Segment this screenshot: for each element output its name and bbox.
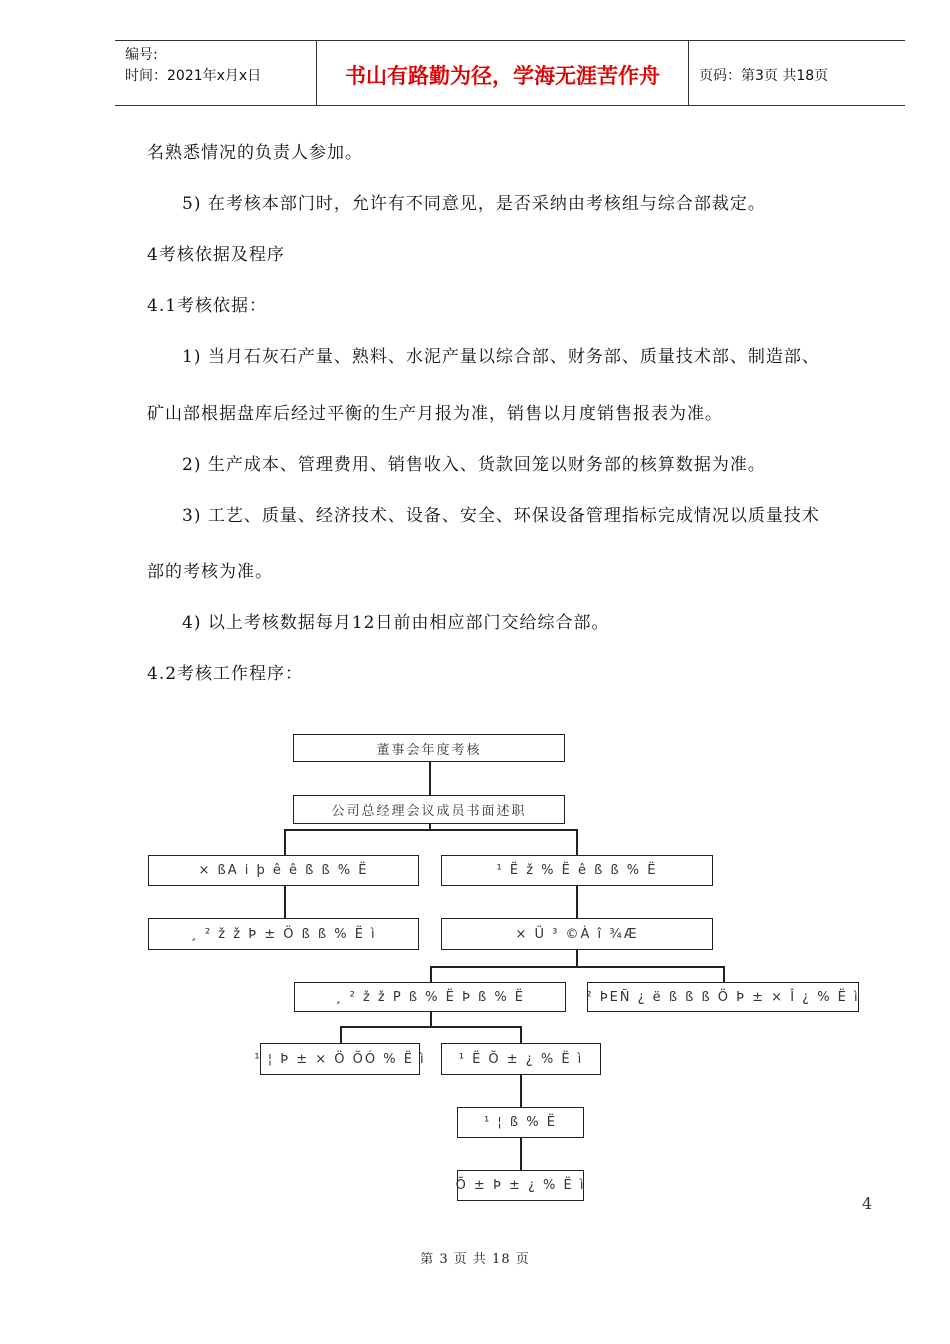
flow-box: Õ ± Þ ± ¿ % Ë ì	[457, 1170, 584, 1201]
header-motto: 书山有路勤为径，学海无涯苦作舟	[317, 41, 689, 105]
flow-box: ¸ ² ž ž P ß % Ë Þ ß % Ë	[294, 982, 566, 1012]
connector-line	[576, 885, 578, 919]
connector-line	[284, 829, 577, 831]
connector-line	[284, 885, 286, 919]
connector-line	[576, 829, 578, 856]
subsection-heading: 4.2考核工作程序：	[147, 664, 304, 684]
flow-box: ² ÞEÑ ¿ ë ß ß ß Ö Þ ± × Î ¿ % Ë ì	[587, 982, 859, 1012]
connector-line	[429, 823, 431, 830]
paragraph: 1) 当月石灰石产量、熟料、水泥产量以综合部、财务部、质量技术部、制造部、	[182, 347, 820, 367]
paragraph: 矿山部根据盘库后经过平衡的生产月报为准，销售以月度销售报表为准。	[147, 404, 723, 424]
connector-line	[520, 1074, 522, 1108]
code-label: 编号:	[125, 47, 158, 63]
paragraph: 4) 以上考核数据每月12日前由相应部门交给综合部。	[182, 613, 610, 633]
flow-box: ¹ Ë Õ ± ¿ % Ë ì	[441, 1043, 601, 1075]
header-meta	[115, 41, 317, 105]
page-footer: 第 3 页 共 18 页	[420, 1252, 530, 1267]
connector-line	[723, 966, 725, 983]
flow-box-gm-report: 公司总经理会议成员书面述职	[293, 795, 565, 824]
connector-line	[576, 949, 578, 966]
section-heading: 4考核依据及程序	[147, 245, 285, 265]
paragraph: 5) 在考核本部门时，允许有不同意见，是否采纳由考核组与综合部裁定。	[182, 194, 766, 214]
connector-line	[520, 1137, 522, 1171]
connector-line	[429, 761, 431, 796]
flow-box: × ßA i þ ê ê ß ß % Ë	[148, 855, 419, 886]
connector-line	[430, 1011, 432, 1027]
paragraph: 名熟悉情况的负责人参加。	[147, 143, 363, 163]
flow-box: × Ü ³ ©À î ¾Æ	[441, 918, 713, 950]
connector-line	[340, 1026, 342, 1044]
flow-box: ¹ ¦ ß % Ë	[457, 1107, 584, 1138]
paragraph: 部的考核为准。	[147, 562, 273, 582]
flow-box: ¸ ² ž ž Þ ± Ö ß ß % Ë ì	[148, 918, 419, 950]
connector-line	[430, 966, 432, 983]
time-label: 时间：2021年x月x日	[125, 68, 262, 84]
connector-line	[284, 829, 286, 856]
flow-box: ¹ Ë ž % Ë ê ß ß % Ë	[441, 855, 713, 886]
connector-line	[430, 966, 724, 968]
flow-box: ¹ ¦ Þ ± × Ö ÕÓ % Ë ì	[260, 1043, 420, 1075]
paragraph: 2) 生产成本、管理费用、销售收入、货款回笼以财务部的核算数据为准。	[182, 455, 766, 475]
page-header	[115, 40, 905, 106]
paragraph: 3) 工艺、质量、经济技术、设备、安全、环保设备管理指标完成情况以质量技术	[182, 506, 820, 526]
page-number: 4	[862, 1194, 873, 1213]
header-page-label: 页码：第3页 共18页	[699, 68, 829, 84]
connector-line	[340, 1026, 521, 1028]
subsection-heading: 4.1考核依据：	[147, 296, 268, 316]
connector-line	[520, 1026, 522, 1044]
flow-box-board-review: 董事会年度考核	[293, 734, 565, 762]
